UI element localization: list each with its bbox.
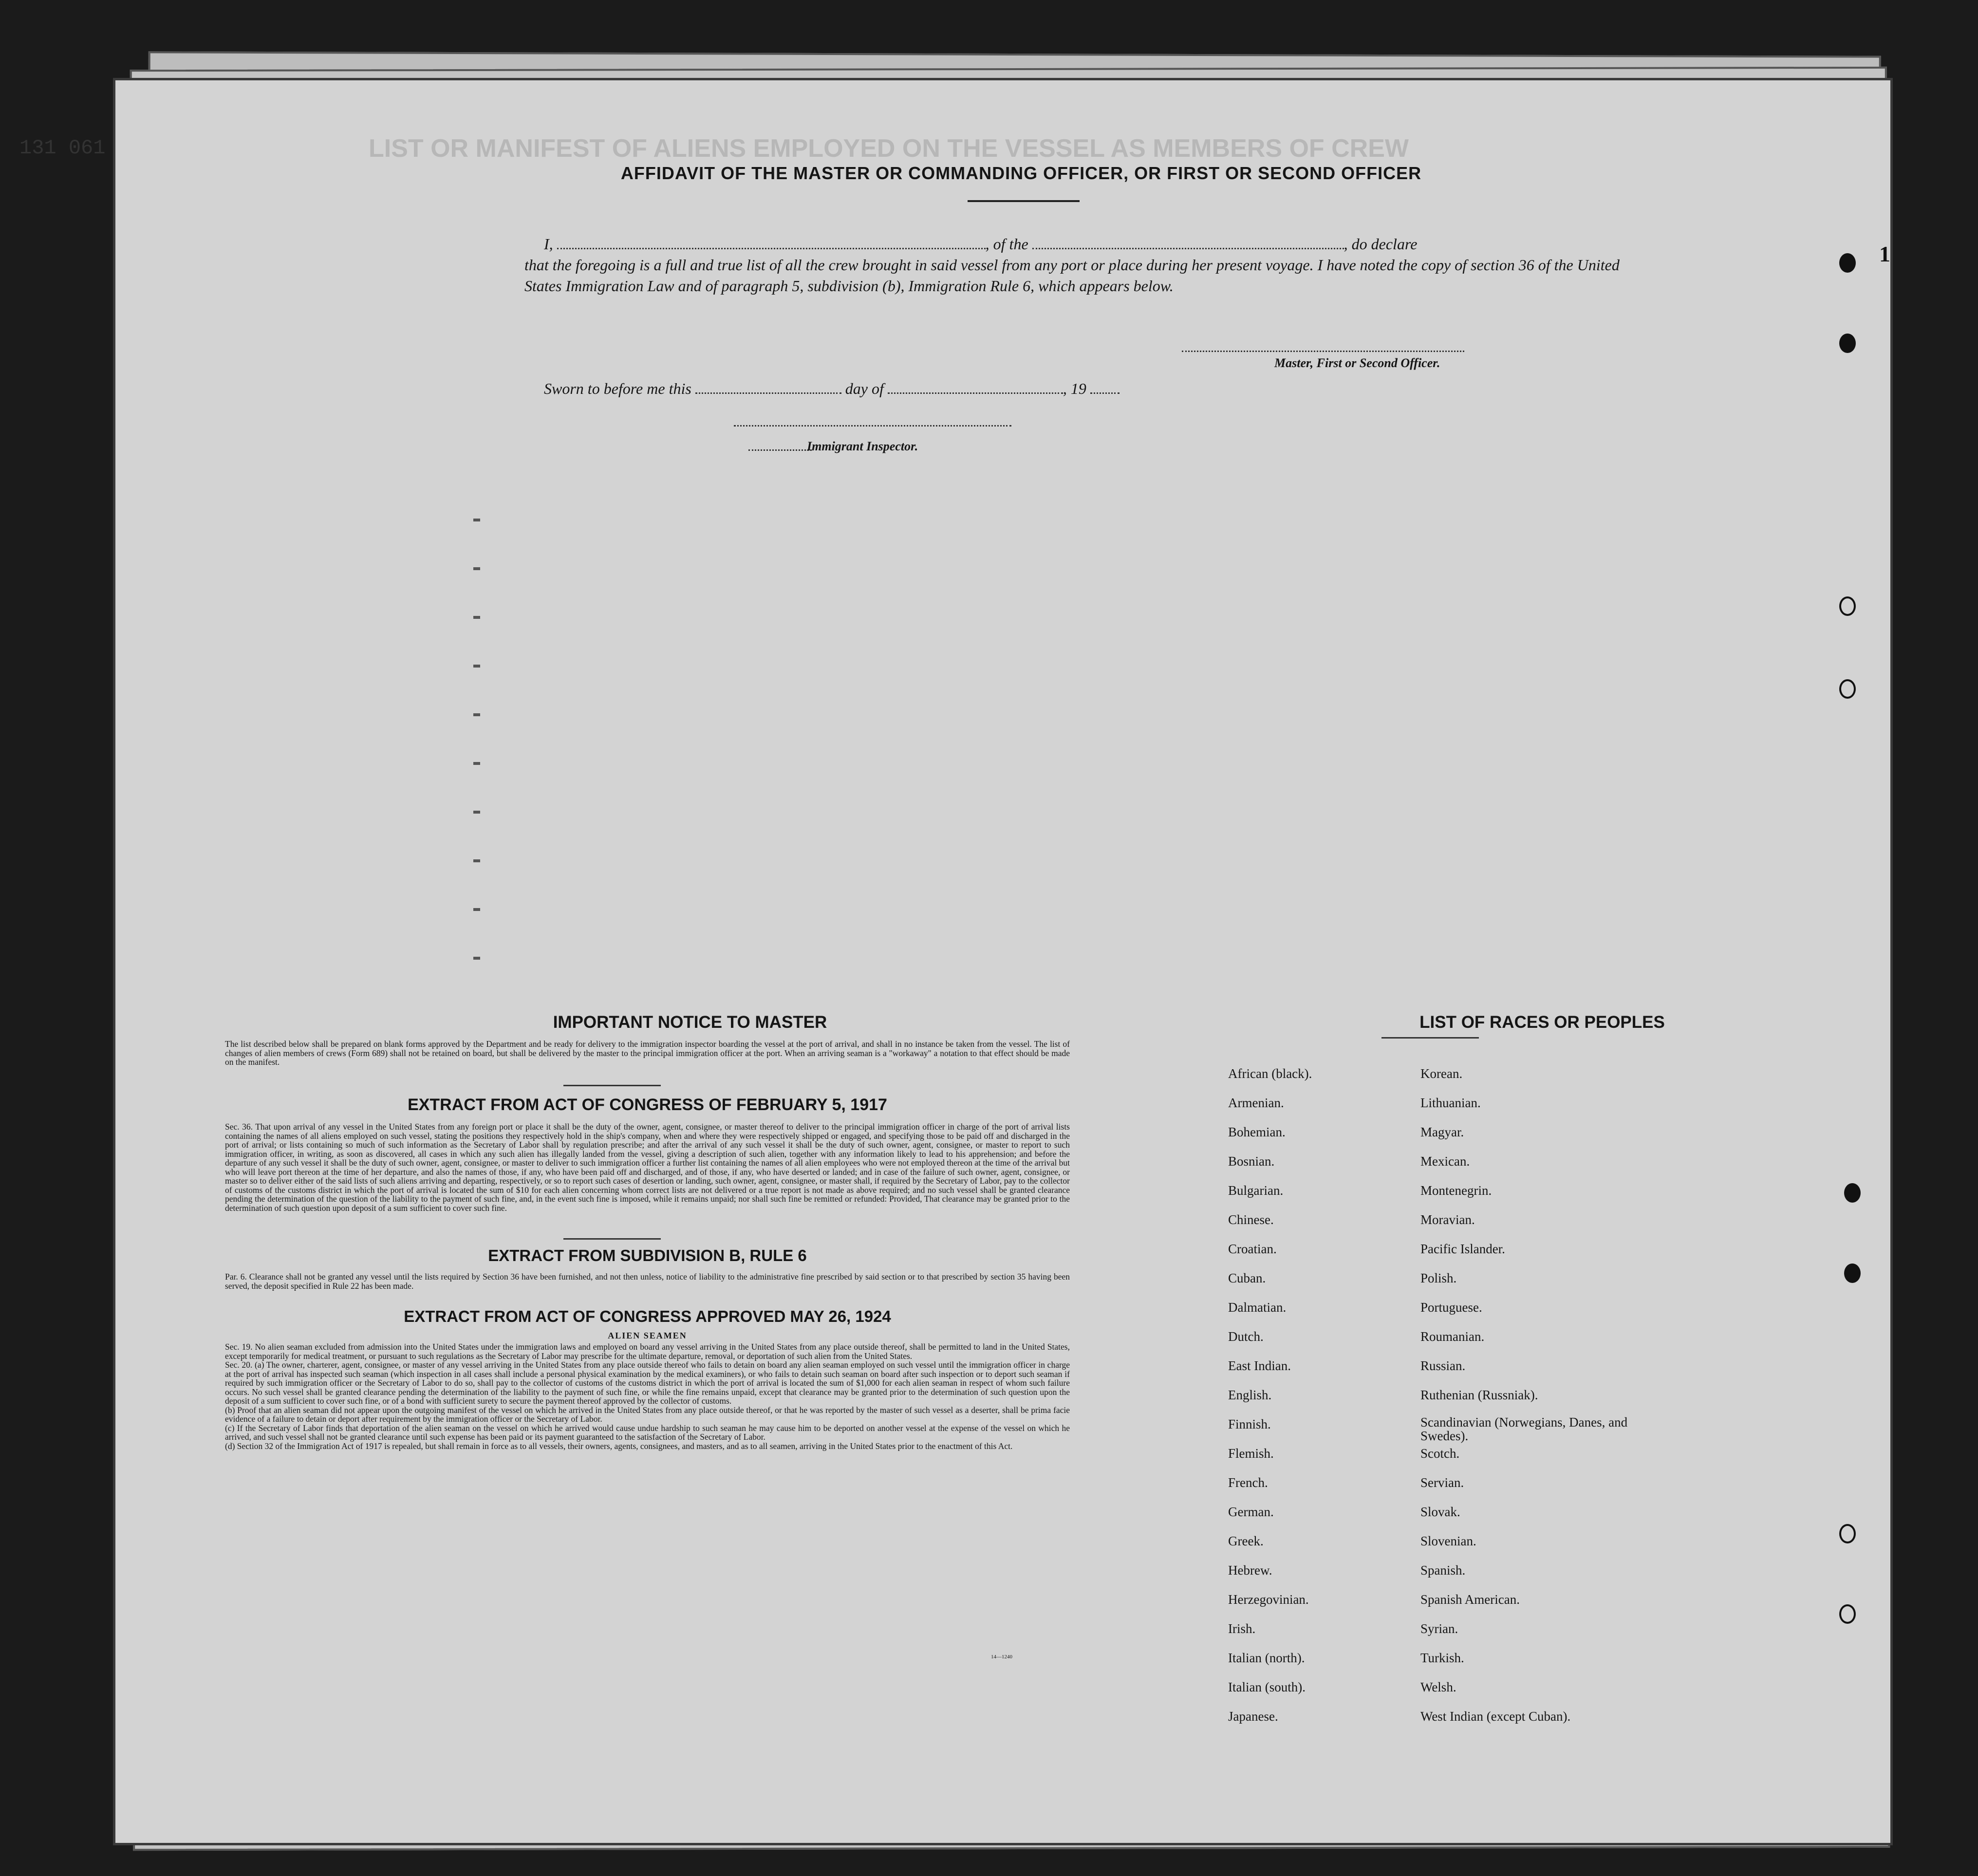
race-item: English. <box>1228 1388 1272 1402</box>
sworn-start: Sworn to before me this <box>544 380 691 397</box>
race-item: Russian. <box>1420 1358 1466 1373</box>
ghost-header-title: LIST OR MANIFEST OF ALIENS EMPLOYED ON THE VESSEL AS MEMBERS OF CREW <box>369 134 1409 163</box>
sworn-day-of: day of <box>845 380 884 397</box>
race-item: Armenian. <box>1228 1096 1284 1110</box>
margin-tick <box>473 616 480 619</box>
race-item: Spanish. <box>1420 1563 1466 1578</box>
race-item: Dalmatian. <box>1228 1300 1287 1315</box>
race-item: Italian (south). <box>1228 1680 1306 1694</box>
race-item: Slovak. <box>1420 1505 1460 1519</box>
margin-tick <box>473 762 480 765</box>
act-1924-title: EXTRACT FROM ACT OF CONGRESS APPROVED MAY 26, 1924 <box>404 1307 891 1325</box>
race-item: Croatian. <box>1228 1242 1277 1256</box>
race-item: Chinese. <box>1228 1212 1274 1227</box>
margin-tick <box>473 519 480 521</box>
act-1917-title: EXTRACT FROM ACT OF CONGRESS OF FEBRUARY 5, 1917 <box>408 1096 887 1114</box>
race-item: West Indian (except Cuban). <box>1420 1709 1571 1724</box>
punch-hole-icon <box>1839 1604 1856 1624</box>
race-item: Ruthenian (Russniak). <box>1420 1388 1538 1402</box>
race-item: Scotch. <box>1420 1446 1460 1461</box>
margin-tick <box>473 957 480 960</box>
affidavit-body: that the foregoing is a full and true list of all the crew brought in said vessel from any port or place during her present voyage. I have noted the copy of section 36 of the United States Immigration Law and of paragraph 5, subdivision (b), Immigration Rule 6, which appears below. <box>524 256 1620 295</box>
notice-title: IMPORTANT NOTICE TO MASTER <box>553 1013 827 1032</box>
punch-hole-icon <box>1839 679 1856 699</box>
race-item: Lithuanian. <box>1420 1096 1481 1110</box>
race-item: Japanese. <box>1228 1709 1278 1724</box>
edge-number: 1 <box>1879 241 1890 266</box>
affidavit-declaration-line <box>544 234 1605 255</box>
section-20b-text: (b) Proof that an alien seaman did not appear upon the outgoing manifest of the vessel on which he arrived in the United States from any place outside thereof, or that he was reported by the master of such vessel as a deserter, shall be prima facie evidence of a failure to detain or deport after requirement by the immigration officer or the Secretary of Labor. <box>225 1405 1070 1424</box>
race-item: Greek. <box>1228 1534 1264 1548</box>
race-item: Mexican. <box>1420 1154 1470 1169</box>
race-item: German. <box>1228 1505 1274 1519</box>
section-20c-text: (c) If the Secretary of Labor finds that deportation of the alien seaman on the vessel on which he arrived would cause undue hardship to such seaman he may cause him to be deported on another vessel at the expense of the vessel on which he arrived, and such vessel shall not be granted clearance until such expense has been paid or its payment guaranteed to the satisfaction of the Secretary of Labor. <box>225 1423 1070 1442</box>
margin-tick <box>473 567 480 570</box>
punch-hole-icon <box>1839 1524 1856 1543</box>
race-item: Slovenian. <box>1420 1534 1476 1548</box>
race-item: Portuguese. <box>1420 1300 1482 1315</box>
month-blank <box>888 380 1063 394</box>
races-title: LIST OF RACES OR PEOPLES <box>1419 1013 1665 1032</box>
affidavit-i: I, <box>544 235 553 253</box>
subdivision-b-title: EXTRACT FROM SUBDIVISION B, RULE 6 <box>488 1246 807 1264</box>
race-item: Bulgarian. <box>1228 1183 1284 1198</box>
section-19-text: Sec. 19. No alien seaman excluded from admission into the United States under the immigration laws and employed on board any vessel arriving in the United States from any place outside thereof, shall be permitted to land in the United States, except temporarily for medical treatment, or pursuant to such regulations as the Secretary of Labor may prescribe for the ultimate departure, removal, or deportation of such alien from the United States. <box>225 1342 1070 1361</box>
race-item: Scandinavian (Norwegians, Danes, and Swedes). <box>1420 1415 1628 1443</box>
inspector-dots <box>748 449 812 451</box>
inspector-signature-line <box>734 425 1011 427</box>
divider <box>968 200 1080 202</box>
race-item: Pacific Islander. <box>1420 1242 1505 1256</box>
race-item: East Indian. <box>1228 1358 1291 1373</box>
sworn-year: , 19 <box>1063 380 1086 397</box>
race-item: Spanish American. <box>1420 1592 1520 1607</box>
race-item: African (black). <box>1228 1066 1312 1081</box>
race-item: Roumanian. <box>1420 1329 1485 1344</box>
divider <box>563 1085 661 1086</box>
race-item: Dutch. <box>1228 1329 1264 1344</box>
section-36-text: Sec. 36. That upon arrival of any vessel in the United States from any foreign port or place it shall be the duty of the owner, agent, consignee, or master thereof to deliver to the principal immigration officer in charge of the port of arrival lists containing the names of all aliens employed on such vessel, stating the positions they respectively hold in the ship's company, when and where they were respectively shipped or engaged, and specifying those to be paid off and discharged in the port of arrival; or lists containing so much of such information as the Secretary of Labor shall by regulation prescribe; and after the arrival of any such vessel it shall be the duty of such owner, agent, consignee, or master to report to such immigration officer, in writing, as soon as discovered, all cases in which any such alien has illegally landed from the vessel, giving a description of such alien, together with any information likely to lead to his apprehension; and before the departure of any such vessel it shall be the duty of such owner, agent, consignee, or master to deliver to such immigration officer a further list containing the names of all alien employees who were not employed thereon at the time of the arrival but who will leave port thereon at the time of her departure, and also the names of those, if any, who have been paid off and discharged, and of those, if any, who have deserted or landed; and in case of the failure of such owner, agent, consignee, or master so to deliver either of the said lists of such aliens arriving and departing, respectively, or so to report such cases of desertion or landing, such owner, agent, consignee, or master shall, if required by the Secretary of Labor, pay to the collector of customs of the customs district in which the port of arrival is located the sum of $10 for each alien concerning whom correct lists are not delivered or a true report is not made as above required; and no such vessel shall be granted clearance pending the determination of the question of the liability to the payment of such fine, and, in the event such fine is imposed, while it remains unpaid; nor shall such fine be remitted or refunded: Provided, That clearance may be granted prior to the determination of such question upon deposit of a sum sufficient to cover such fine. <box>225 1122 1070 1213</box>
paragraph-6-text: Par. 6. Clearance shall not be granted any vessel until the lists required by Section 36 have been furnished, and not then unless, notice of liability to the administrative fine prescribed by said section or to that prescribed by section 35 having been served, the deposit specified in Rule 22 has been made. <box>225 1272 1070 1291</box>
margin-tick <box>473 665 480 668</box>
race-item: Korean. <box>1420 1066 1463 1081</box>
race-item: Bosnian. <box>1228 1154 1275 1169</box>
race-item: Montenegrin. <box>1420 1183 1492 1198</box>
race-item: Servian. <box>1420 1475 1464 1490</box>
race-item: Flemish. <box>1228 1446 1274 1461</box>
sworn-line <box>544 378 1120 399</box>
divider <box>563 1238 661 1240</box>
act-1924-sections <box>225 1342 1070 1450</box>
race-item: Turkish. <box>1420 1651 1464 1665</box>
inspector-label: Immigrant Inspector. <box>807 439 918 453</box>
signature-label: Master, First or Second Officer. <box>1274 356 1440 370</box>
affidavit-do-declare: , do declare <box>1344 235 1418 253</box>
race-item: Magyar. <box>1420 1125 1464 1139</box>
affidavit-of-the: , of the <box>985 235 1028 253</box>
race-item: Hebrew. <box>1228 1563 1272 1578</box>
punch-hole-icon <box>1839 334 1856 353</box>
race-item: Welsh. <box>1420 1680 1456 1694</box>
alien-seamen-subtitle: ALIEN SEAMEN <box>608 1331 687 1340</box>
race-item: Irish. <box>1228 1621 1256 1636</box>
race-item: Polish. <box>1420 1271 1457 1285</box>
affidavit-title: AFFIDAVIT OF THE MASTER OR COMMANDING OFFICER, OR FIRST OR SECOND OFFICER <box>620 163 1422 183</box>
section-20d-text: (d) Section 32 of the Immigration Act of 1917 is repealed, but shall remain in force as to all vessels, their owners, agents, consignees, and masters, and as to all seamen, arriving in the United States prior to the enactment of this Act. <box>225 1441 1013 1451</box>
race-item: Moravian. <box>1420 1212 1475 1227</box>
race-item: Syrian. <box>1420 1621 1458 1636</box>
divider <box>1381 1037 1479 1039</box>
notice-body: The list described below shall be prepared on blank forms approved by the Department and be ready for delivery to the immigration inspector boarding the vessel at the port of arrival, and shall in no instance be taken from the vessel. The list of changes of alien members of crews (Form 689) shall not be retained on board, but shall be delivered by the master to the principal immigration officer at the port. When an arriving seaman is a "workaway" a notation to that effect should be made on the manifest. <box>225 1039 1070 1067</box>
race-item: French. <box>1228 1475 1268 1490</box>
signature-line <box>1182 351 1464 352</box>
section-20a-text: Sec. 20. (a) The owner, charterer, agent, consignee, or master of any vessel arriving in the United States from any place outside thereof who fails to detain on board any alien seaman employed on such vessel until the immigration officer in charge at the port of arrival has inspected such seaman (which inspection in all cases shall include a personal physical examination by the medical examiners), or who fails to detain such seaman on board after such inspection or to deport such seaman if required by such immigration officer or the Secretary of Labor to do so, shall pay to the collector of customs of the customs district in which the port of arrival is located the sum of $1,000 for each alien seaman in respect of whom such failure occurs. No such vessel shall be granted clearance pending the determination of the liability to the payment of such fine, or while the fine remains unpaid, except that clearance may be granted prior to the determination of such question upon the deposit of a sum sufficient to cover such fine, or of a bond with sufficient surety to secure the payment thereof approved by the collector of customs. <box>225 1360 1070 1406</box>
day-blank <box>695 380 841 394</box>
margin-tick <box>473 859 480 862</box>
manifest-page <box>113 78 1893 1845</box>
punch-hole-icon <box>1844 1263 1861 1283</box>
stamp-number: 131 061 <box>19 136 106 160</box>
race-item: Italian (north). <box>1228 1651 1305 1665</box>
name-blank <box>557 235 986 249</box>
form-number: 14—1240 <box>991 1654 1012 1660</box>
year-blank <box>1090 380 1120 394</box>
punch-hole-icon <box>1839 596 1856 616</box>
race-item: Bohemian. <box>1228 1125 1286 1139</box>
vessel-blank <box>1032 235 1344 249</box>
race-item: Cuban. <box>1228 1271 1266 1285</box>
margin-tick <box>473 908 480 911</box>
race-item: Herzegovinian. <box>1228 1592 1309 1607</box>
punch-hole-icon <box>1844 1183 1861 1203</box>
margin-tick <box>473 811 480 814</box>
race-item: Finnish. <box>1228 1417 1271 1431</box>
margin-tick <box>473 713 480 716</box>
punch-hole-icon <box>1839 253 1856 273</box>
